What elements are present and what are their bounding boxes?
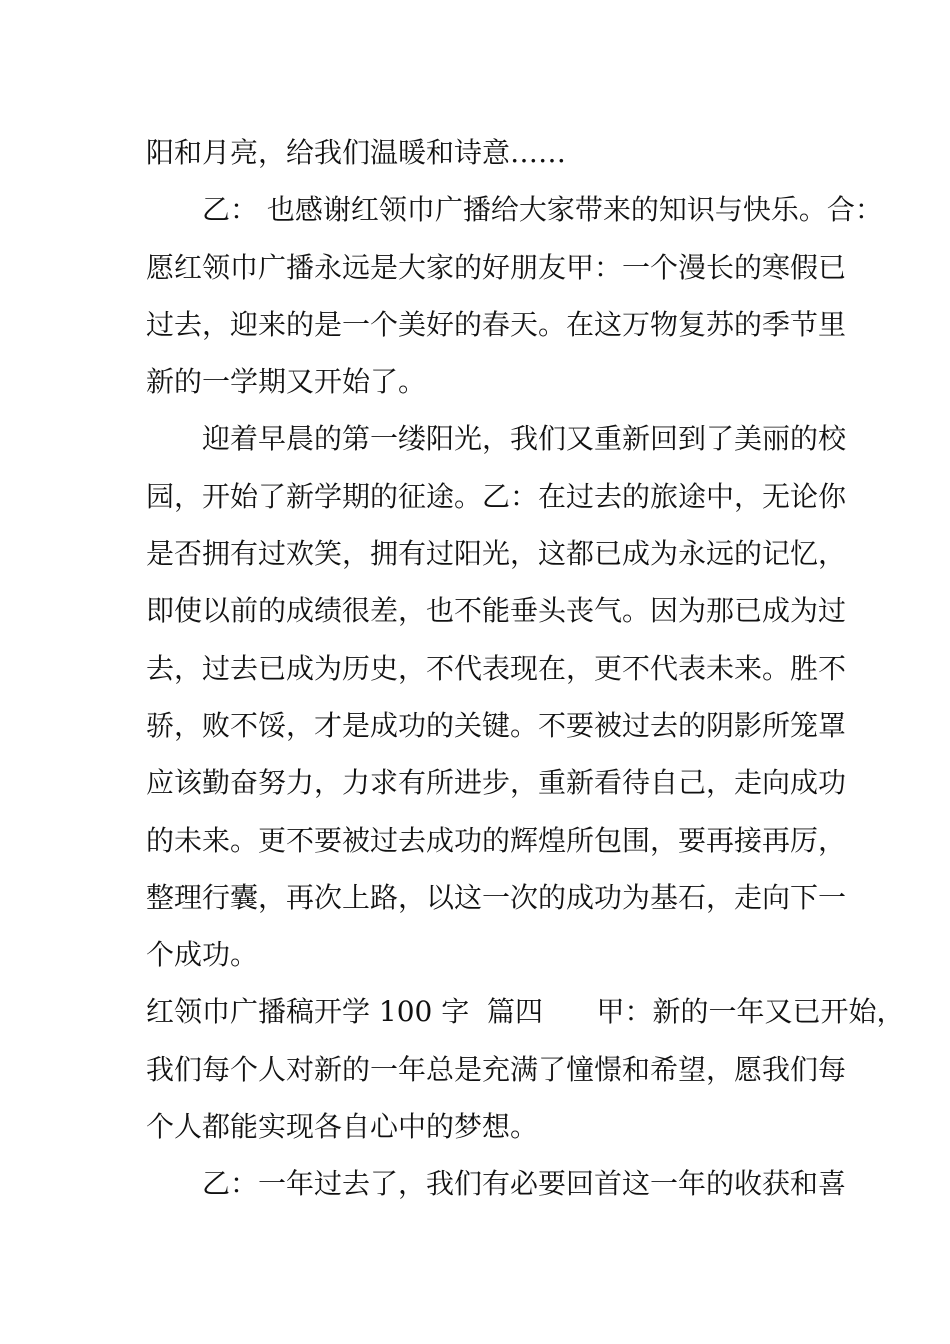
- text-line: 的未来。更不要被过去成功的辉煌所包围，要再接再厉，: [146, 823, 847, 857]
- text-line: 即使以前的成绩很差，也不能垂头丧气。因为那已成为过: [146, 594, 847, 628]
- text-line: 骄，败不馁，才是成功的关键。不要被过去的阴影所笼罩: [146, 708, 847, 742]
- text-line: 新的一学期又开始了。: [146, 365, 427, 399]
- text-line: 我们每个人对新的一年总是充满了憧憬和希望，愿我们每: [146, 1052, 847, 1086]
- text-line: 愿红领巾广播永远是大家的好朋友甲：一个漫长的寒假已: [146, 250, 847, 284]
- body-text: [146, 124, 905, 1213]
- text-line: 去，过去已成为历史，不代表现在，更不代表未来。胜不: [146, 651, 847, 685]
- text-line: 个成功。: [146, 938, 259, 972]
- text-line: 过去，迎来的是一个美好的春天。在这万物复苏的季节里: [146, 307, 847, 341]
- text-line: 乙：一年过去了，我们有必要回首这一年的收获和喜: [202, 1167, 847, 1201]
- text-line: 阳和月亮，给我们温暖和诗意……: [146, 136, 567, 169]
- text-line: 乙： 也感谢红领巾广播给大家带来的知识与快乐。合：: [202, 193, 883, 227]
- text-line: 迎着早晨的第一缕阳光，我们又重新回到了美丽的校: [202, 422, 847, 456]
- text-line: 个人都能实现各自心中的梦想。: [146, 1110, 539, 1144]
- text-line: 园，开始了新学期的征途。乙：在过去的旅途中，无论你: [146, 479, 847, 513]
- section-heading-line: 红领巾广播稿开学 100 字 篇四 甲：新的一年又已开始，: [146, 995, 905, 1029]
- text-line: 应该勤奋努力，力求有所进步，重新看待自己，走向成功: [146, 766, 847, 800]
- text-line: 是否拥有过欢笑，拥有过阳光，这都已成为永远的记忆，: [146, 537, 847, 571]
- text-line: 整理行囊，再次上路，以这一次的成功为基石，走向下一: [146, 880, 847, 914]
